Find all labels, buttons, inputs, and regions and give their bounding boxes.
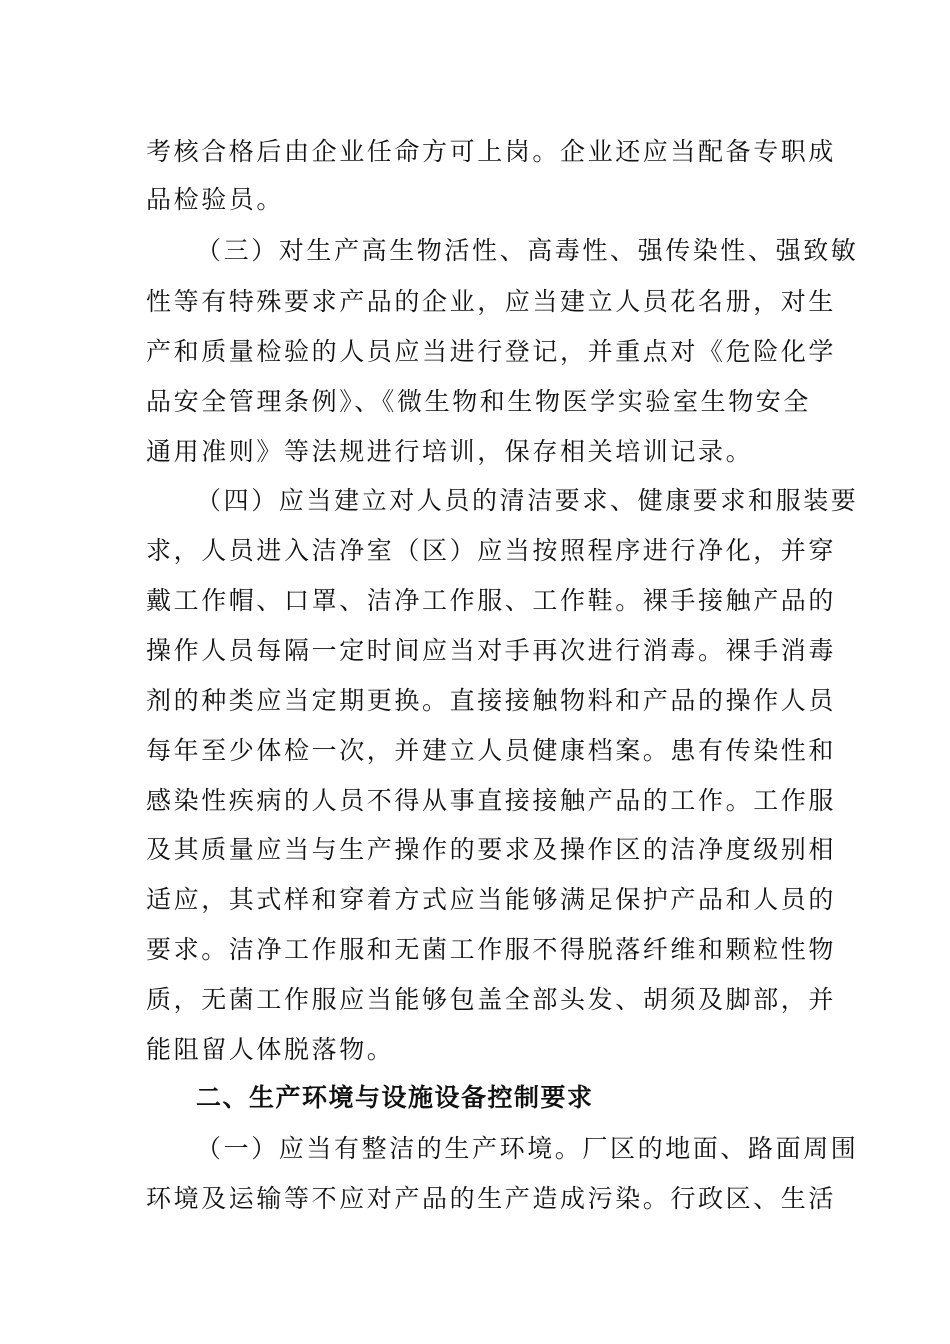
text-line: 能阻留人体脱落物。 (146, 1035, 395, 1064)
text-line: 及其质量应当与生产操作的要求及操作区的洁净度级别相 (146, 835, 837, 864)
text-line: 感染性疾病的人员不得从事直接接触产品的工作。工作服 (146, 786, 837, 815)
text-line: 操作人员每隔一定时间应当对手再次进行消毒。裸手消毒 (146, 636, 837, 665)
text-line: 求，人员进入洁净室（区）应当按照程序进行净化，并穿 (146, 536, 837, 565)
text-line: 戴工作帽、口罩、洁净工作服、工作鞋。裸手接触产品的 (146, 586, 837, 615)
text-line: 通用准则》等法规进行培训，保存相关培训记录。 (146, 437, 754, 466)
paragraph-start-line: （一）应当有整洁的生产环境。厂区的地面、路面周围 (196, 1134, 859, 1163)
text-line: 考核合格后由企业任命方可上岗。企业还应当配备专职成 (146, 137, 837, 166)
text-line: 品安全管理条例》、《微生物和生物医学实验室生物安全 (146, 387, 812, 416)
text-line: 适应，其式样和穿着方式应当能够满足保护产品和人员的 (146, 885, 837, 914)
paragraph-start-line: （三）对生产高生物活性、高毒性、强传染性、强致敏 (196, 236, 859, 265)
text-line: 环境及运输等不应对产品的生产造成污染。行政区、生活 (146, 1184, 837, 1213)
paragraph-start-line: （四）应当建立对人员的清洁要求、健康要求和服装要 (196, 486, 859, 515)
text-line: 品检验员。 (146, 185, 285, 214)
text-line: 产和质量检验的人员应当进行登记，并重点对《危险化学 (146, 337, 837, 366)
section-heading: 二、生产环境与设施设备控制要求 (196, 1083, 594, 1112)
text-line: 要求。洁净工作服和无菌工作服不得脱落纤维和颗粒性物 (146, 935, 837, 964)
text-line: 性等有特殊要求产品的企业，应当建立人员花名册，对生 (146, 287, 837, 316)
text-line: 质，无菌工作服应当能够包盖全部头发、胡须及脚部，并 (146, 985, 837, 1014)
text-line: 每年至少体检一次，并建立人员健康档案。患有传染性和 (146, 736, 837, 765)
text-line: 剂的种类应当定期更换。直接接触物料和产品的操作人员 (146, 686, 837, 715)
